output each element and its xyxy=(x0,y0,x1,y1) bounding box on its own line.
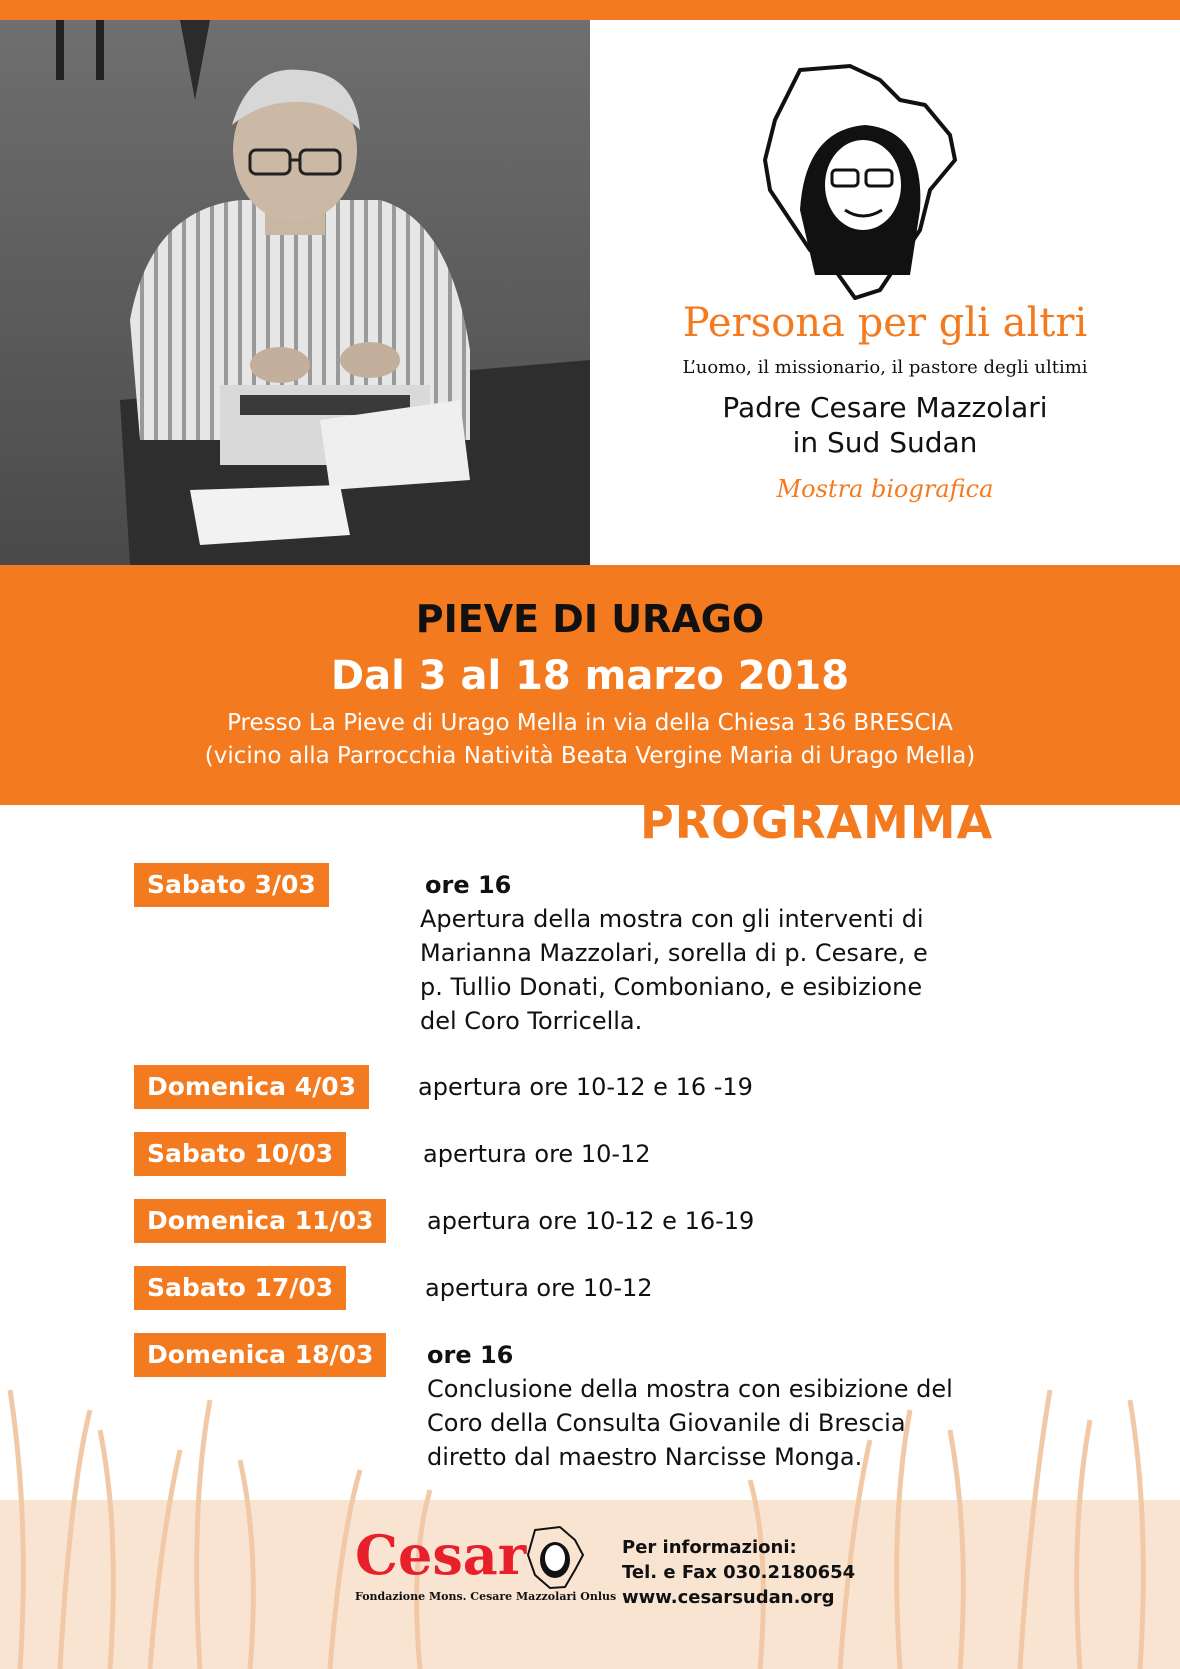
programme-line: Apertura della mostra con gli interventi di xyxy=(420,905,924,933)
programme-line: Marianna Mazzolari, sorella di p. Cesare, e xyxy=(420,939,928,967)
cesar-logo-word: Cesar xyxy=(355,1523,527,1587)
cesar-portrait-icon xyxy=(525,1525,585,1590)
contact-label: Per informazioni: xyxy=(622,1537,797,1558)
programme-description xyxy=(420,902,928,1038)
contact-phone: Tel. e Fax 030.2180654 xyxy=(622,1562,856,1583)
africa-portrait-logo xyxy=(760,60,980,300)
programme-line: Conclusione della mostra con esibizione del xyxy=(427,1375,953,1403)
subject-name xyxy=(590,390,1180,460)
programme-day: Domenica 4/03 xyxy=(134,1065,369,1109)
subject-name-line2: in Sud Sudan xyxy=(792,426,978,459)
programme-heading: PROGRAMMA xyxy=(640,795,994,849)
programme-time: ore 16 xyxy=(425,871,512,899)
subject-name-line1: Padre Cesare Mazzolari xyxy=(722,391,1048,424)
programme-hours: apertura ore 10-12 xyxy=(423,1140,651,1168)
programme-hours: apertura ore 10-12 e 16 -19 xyxy=(418,1073,753,1101)
top-stripe xyxy=(0,0,1180,20)
programme-description xyxy=(427,1372,953,1474)
programme-day: Sabato 10/03 xyxy=(134,1132,346,1176)
exhibition-tagline: Mostra biografica xyxy=(776,475,994,503)
cesar-logo-caption: Fondazione Mons. Cesare Mazzolari Onlus xyxy=(355,1590,617,1603)
event-address-line2: (vicino alla Parrocchia Natività Beata Vergine Maria di Urago Mella) xyxy=(204,743,976,769)
programme-day: Domenica 11/03 xyxy=(134,1199,386,1243)
cesar-logo xyxy=(355,1523,617,1615)
programme-hours: apertura ore 10-12 e 16-19 xyxy=(427,1207,755,1235)
programme-line: diretto dal maestro Narcisse Monga. xyxy=(427,1443,863,1471)
programme-line: p. Tullio Donati, Comboniano, e esibizione xyxy=(420,973,923,1001)
exhibition-title: Persona per gli altri xyxy=(682,300,1088,346)
event-place: PIEVE DI URAGO xyxy=(415,597,765,641)
event-dates: Dal 3 al 18 marzo 2018 xyxy=(330,653,850,699)
contact-info xyxy=(622,1535,855,1610)
programme-line: del Coro Torricella. xyxy=(420,1007,643,1035)
programme-day: Sabato 3/03 xyxy=(134,863,329,907)
programme-day: Domenica 18/03 xyxy=(134,1333,386,1377)
programme-day: Sabato 17/03 xyxy=(134,1266,346,1310)
programme-line: Coro della Consulta Giovanile di Brescia xyxy=(427,1409,906,1437)
contact-website: www.cesarsudan.org xyxy=(622,1587,835,1608)
event-address xyxy=(0,707,1180,773)
portrait-photo xyxy=(0,20,590,565)
exhibition-subtitle: L’uomo, il missionario, il pastore degli ultimi xyxy=(682,357,1088,378)
event-address-line1: Presso La Pieve di Urago Mella in via della Chiesa 136 BRESCIA xyxy=(227,710,953,736)
programme-hours: apertura ore 10-12 xyxy=(425,1274,653,1302)
programme-time: ore 16 xyxy=(427,1341,514,1369)
event-band xyxy=(0,565,1180,805)
